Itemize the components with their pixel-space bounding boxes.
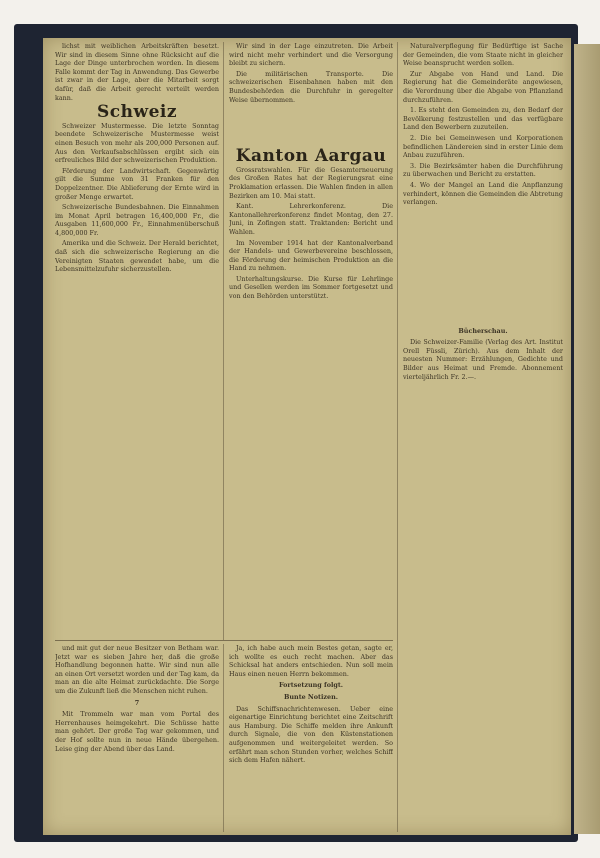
feuilleton-left [55, 644, 219, 832]
col2-para-5: Unterhaltungskurse. Die Kurse für Lehrlinge und Gesellen werden im Sommer fortgesetzt und von den Behörden unterstützt. [229, 274, 393, 301]
bunte-notizen-text: Das Schiffsnachrichtenwesen. Ueber eine eigenartige Einrichtung berichtet eine Zeitschrift aus Hamburg. Die Schiffe melden ihre Ankunft durch Signale, die von den Küstenstationen aufgenommen und weitergeleitet werden. So erfährt man schon Stunden vorher, welches Schiff sich dem Hafen nähert. [229, 704, 393, 765]
col3-para-3: 1. Es steht den Gemeinden zu, den Bedarf der Bevölkerung festzustellen und das verfügbare Land den Bewerbern zuzuteilen. [403, 106, 563, 132]
story-section-mark: 7 [134, 698, 140, 707]
feuilleton-rule [55, 640, 393, 641]
column-rule-2 [397, 42, 398, 832]
col2-para-2: Grossratswahlen. Für die Gesamterneuerung des Großen Rates hat der Regierungsrat eine Proklamation erlassen. Die Wahlen finden in allen Bezirken am 10. Mai statt. [229, 165, 393, 200]
buecherschau-text: Die Schweizer-Familie (Verlag des Art. Institut Orell Füssli, Zürich). Aus dem Inhalt der neuesten Nummer: Erzählungen, Gedichte und Bilder aus Heimat und Fremde. Abonnement vierteljährlich Fr. 2.—. [403, 338, 563, 381]
col1-para-3: Schweizerische Bundesbahnen. Die Einnahmen im Monat April betragen 16,400,000 Fr., die Ausgaben 11,600,000 Fr., Einnahmenüberschuß 4,800,000 Fr. [55, 203, 219, 237]
column-right [403, 42, 563, 832]
column-rule-1 [223, 42, 224, 640]
col3-para-5: 3. Die Bezirksämter haben die Durchführung zu überwachen und Bericht zu erstatten. [403, 161, 563, 179]
buecherschau-heading: Bücherschau. [458, 326, 508, 335]
page-edges [574, 44, 600, 834]
col2-para-3: Kant. Lehrerkonferenz. Die Kantonallehrerkonferenz findet Montag, den 27. Juni, in Zofingen statt. Traktanden: Bericht und Wahlen. [229, 202, 393, 236]
bunte-notizen-heading: Bunte Notizen. [284, 692, 338, 701]
newspaper-page [43, 38, 571, 835]
fortsetzung-folgt: Fortsetzung folgt. [278, 681, 344, 690]
story-text-2: Mit Trommeln war man vom Portal des Herrenhauses heimgekehrt. Die Schüsse hatte man gehört. Der große Tag war gekommen, und der Hof sollte nun in neue Hände übergehen. Leise ging der Abend über das Land. [55, 710, 219, 753]
column-middle [229, 42, 393, 640]
col1-para-1: Schweizer Mustermesse. Die letzte Sonntag beendete Schweizerische Mustermesse weist einen Besuch von mehr als 200,000 Personen auf. Aus den Verkaufsabschlüssen ergibt sich ein erfreuliches Bild der schweizerischen Produktion. [55, 121, 219, 165]
col3-para-1: Naturalverpflegung für Bedürftige ist Sache der Gemeinden, die vom Staate nicht in gleicher Weise beansprucht werden sollen. [403, 42, 563, 68]
col2-para-1: Die militärischen Transporte. Die schweizerischen Eisenbahnen haben mit den Bundesbehörden die Durchfuhr in geregelter Weise übernommen. [229, 69, 393, 104]
col2-top-text: Wir sind in der Lage einzutreten. Die Arbeit wird nicht mehr verhindert und die Versorgung bleibt zu sichern. [229, 42, 393, 68]
section-title-schweiz: Schweiz [96, 102, 178, 123]
col1-para-4: Amerika und die Schweiz. Der Herald berichtet, daß sich die schweizerische Regierung an die Vereinigten Staaten gewendet habe, um die Lebensmittelzufuhr sicherzustellen. [55, 239, 219, 274]
col3-para-4: 2. Die bei Gemeinwesen und Korporationen befindlichen Ländereien sind in erster Linie dem Anbau zuzuführen. [403, 133, 563, 160]
column-left [55, 42, 219, 640]
col3-para-6: 4. Wo der Mangel an Land die Anpflanzung verhindert, können die Gemeinden die Abtretung verlangen. [403, 180, 563, 207]
col1-top-text: lichst mit weiblichen Arbeitskräften besetzt. Wir sind in diesem Sinne ohne Rücksicht auf die Lage der Dinge unterbrochen worden. In diesem Falle kommt der Tag in Anwendung. Das Gewerbe ist zwar in der Lage, aber die Mitarbeit sorgt dafür, daß die Arbeit gerecht verteilt werden kann. [55, 42, 219, 102]
story-text-1: und mit gut der neue Besitzer von Betham war. Jetzt war es sieben Jahre her, daß die große Hofhandlung begonnen hatte. Wir sind nun alle an einen Ort versetzt worden und der Tag kam, da man an die alte Heimat zurückdachte. Die Sorge um die Zukunft ließ die Menschen nicht ruhen. [55, 644, 219, 695]
feuilleton-right [229, 644, 393, 832]
column-rule-bottom [223, 644, 224, 832]
section-title-aargau: Kanton Aargau [235, 146, 387, 167]
col3-para-2: Zur Abgabe von Hand und Land. Die Regierung hat die Gemeinderäte angewiesen, die Verordnung über die Abgabe von Pflanzland durchzuführen. [403, 69, 563, 104]
col2-para-4: Im November 1914 hat der Kantonalverband der Handels- und Gewerbevereine beschlossen, die Förderung der heimischen Produktion an die Hand zu nehmen. [229, 238, 393, 273]
col1-para-2: Förderung der Landwirtschaft. Gegenwärtig gilt die Summe von 31 Franken für den Doppelzentner. Die Ablieferung der Ernte wird in großer Menge erwartet. [55, 166, 219, 201]
story-text-3: Ja, ich habe auch mein Bestes getan, sagte er, ich wollte es euch recht machen. Aber das Schicksal hat anders entschieden. Nun soll mein Haus einen neuen Herrn bekommen. [229, 644, 393, 678]
